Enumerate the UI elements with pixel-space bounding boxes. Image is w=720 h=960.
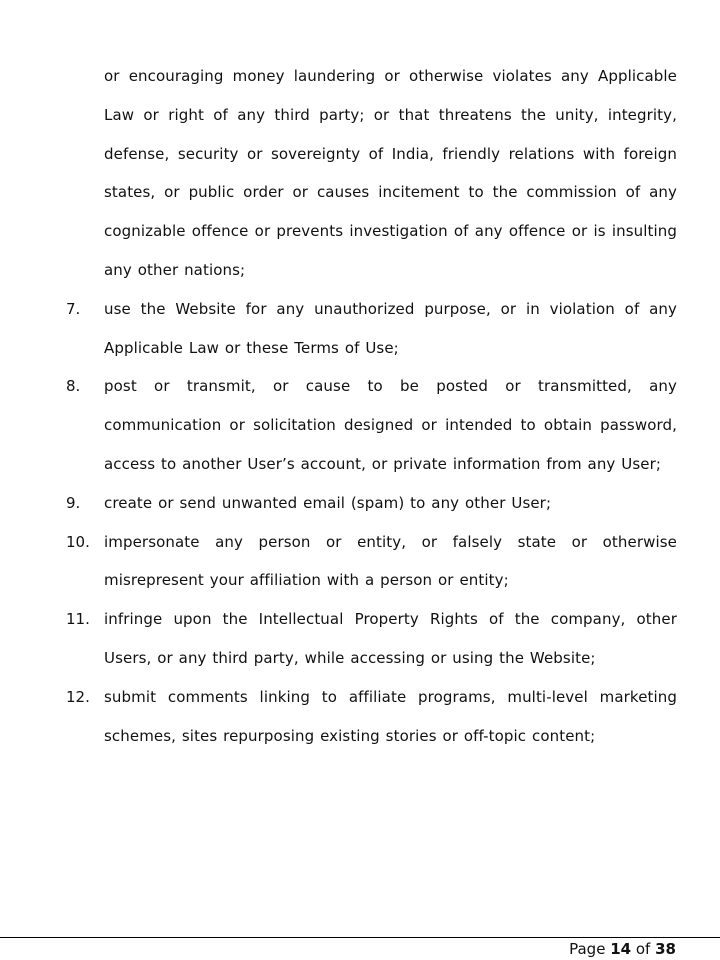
list-item-10 bbox=[0, 523, 720, 601]
list-item-number: 11. bbox=[66, 610, 90, 629]
list-item-number: 9. bbox=[66, 493, 81, 512]
continuation-paragraph bbox=[0, 57, 720, 290]
list-item-number: 12. bbox=[66, 687, 90, 706]
list-item-text: infringe upon the Intellectual Property Rights of the company, other Users, or any third party, while accessing or using the Website; bbox=[104, 610, 677, 667]
list-item-text: create or send unwanted email (spam) to any other User; bbox=[104, 493, 552, 512]
total-pages-number: 38 bbox=[655, 940, 676, 958]
footer-divider bbox=[0, 937, 720, 938]
list-item-text: post or transmit, or cause to be posted or transmitted, any communication or solicitation designed or intended to obtain password, access to another User’s account, or private information from any User; bbox=[104, 377, 677, 473]
list-item-text: use the Website for any unauthorized purpose, or in violation of any Applicable Law or these Terms of Use; bbox=[104, 299, 677, 357]
of-label: of bbox=[635, 940, 651, 958]
list-item-number: 7. bbox=[66, 299, 81, 318]
list-item-number: 10. bbox=[66, 532, 90, 551]
current-page-number: 14 bbox=[610, 940, 632, 958]
list-item-8 bbox=[0, 367, 720, 483]
document-body bbox=[0, 57, 720, 755]
list-item-12 bbox=[0, 678, 720, 756]
list-item-text: submit comments linking to affiliate programs, multi-level marketing schemes, sites repurposing existing stories or off-topic content; bbox=[104, 687, 677, 745]
list-item-7 bbox=[0, 290, 720, 368]
page-footer bbox=[569, 939, 676, 959]
list-item-9 bbox=[0, 484, 720, 523]
continuation-text: or encouraging money laundering or otherwise violates any Applicable Law or right of any third party; or that threatens the unity, integrity, defense, security or sovereignty of India, friendly relations with foreign states, or public order or causes incitement to the commission of any cognizable offence or prevents investigation of any offence or is insulting any other nations; bbox=[104, 67, 677, 279]
list-item-number: 8. bbox=[66, 377, 81, 396]
page-label: Page bbox=[569, 940, 606, 958]
list-item-text: impersonate any person or entity, or falsely state or otherwise misrepresent your affiliation with a person or entity; bbox=[104, 532, 677, 590]
list-item-11 bbox=[0, 600, 720, 678]
